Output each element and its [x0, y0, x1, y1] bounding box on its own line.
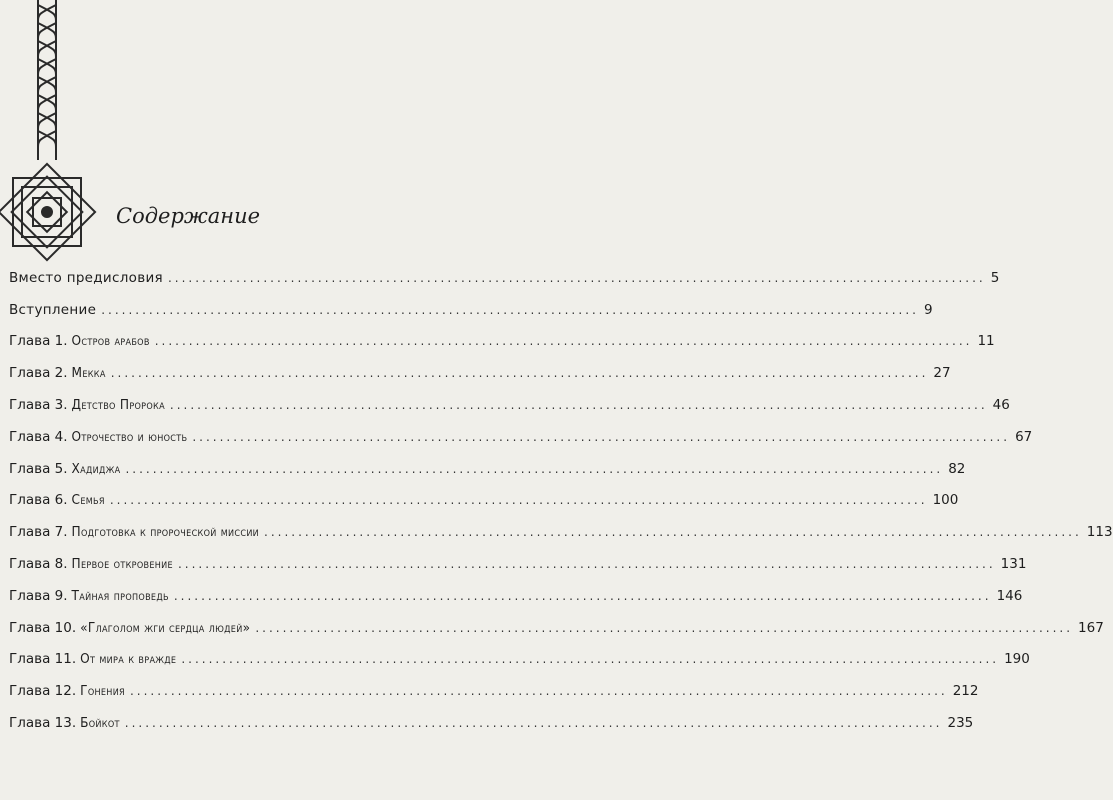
chapter-number: Глава 13.	[9, 715, 77, 732]
toc-entry[interactable]	[9, 644, 1030, 676]
toc-entry[interactable]	[9, 548, 1027, 580]
page-number: 190	[1004, 651, 1030, 668]
toc-entry[interactable]	[9, 675, 979, 707]
ornament-icon	[0, 0, 120, 260]
toc-entry[interactable]	[9, 485, 959, 517]
toc-entry[interactable]	[9, 421, 1033, 453]
chapter-title: Гонения	[80, 683, 125, 700]
dot-leader: ........................................................................................................................	[192, 429, 1011, 444]
chapter-number: Глава 4.	[9, 428, 68, 445]
toc-entry[interactable]	[9, 326, 995, 358]
dot-leader: ........................................................................................................................	[101, 302, 919, 317]
page-number: 235	[947, 715, 974, 732]
chapter-number: Глава 6.	[9, 492, 68, 509]
chapter-title: Первое откровение	[71, 556, 173, 573]
page-title: Содержание	[116, 204, 261, 228]
toc-entry[interactable]	[9, 294, 933, 326]
toc-entry[interactable]	[9, 516, 1113, 548]
chapter-number: Глава 1.	[9, 333, 68, 350]
page-number: 131	[1000, 556, 1027, 573]
toc-entry[interactable]	[9, 580, 1023, 612]
chapter-title: Семья	[71, 492, 105, 509]
page-number: 11	[977, 333, 995, 350]
chapter-number: Глава 2.	[9, 365, 68, 382]
page-number: 9	[923, 301, 933, 318]
page-number: 100	[932, 492, 959, 509]
dot-leader: ........................................................................................................................	[124, 716, 943, 731]
chapter-title: Отрочество и юность	[71, 428, 188, 445]
chapter-title: Вместо предисловия	[9, 269, 163, 286]
dot-leader: ........................................................................................................................	[264, 525, 1082, 540]
chapter-number: Глава 12.	[9, 683, 77, 700]
chapter-title: Вступление	[9, 301, 97, 318]
chapter-number: Глава 10.	[9, 619, 77, 636]
dot-leader: ........................................................................................................................	[129, 684, 948, 699]
chapter-number: Глава 7.	[9, 524, 68, 541]
table-of-contents	[9, 262, 1113, 739]
toc-entry[interactable]	[9, 612, 1104, 644]
chapter-title: От мира к вражде	[80, 651, 177, 668]
page-number: 67	[1015, 428, 1033, 445]
dot-leader: ........................................................................................................................	[177, 557, 996, 572]
toc-entry[interactable]	[9, 707, 974, 739]
dot-leader: ........................................................................................................................	[181, 652, 1000, 667]
page-number: 46	[992, 397, 1010, 414]
chapter-number: Глава 3.	[9, 397, 68, 414]
chapter-title: «Глаголом жги сердца людей»	[80, 619, 251, 636]
page-number: 82	[948, 460, 966, 477]
chapter-title: Хадиджа	[71, 460, 121, 477]
page-number: 212	[952, 683, 979, 700]
page-number: 113	[1086, 524, 1113, 541]
toc-entry[interactable]	[9, 262, 1000, 294]
chapter-number: Глава 5.	[9, 460, 68, 477]
page-number: 146	[996, 587, 1023, 604]
toc-entry[interactable]	[9, 389, 1010, 421]
dot-leader: ........................................................................................................................	[255, 620, 1074, 635]
chapter-number: Глава 11.	[9, 651, 77, 668]
dot-leader: ........................................................................................................................	[125, 461, 944, 476]
dot-leader: ........................................................................................................................	[167, 270, 986, 285]
dot-leader: ........................................................................................................................	[109, 493, 928, 508]
chapter-number: Глава 9.	[9, 587, 68, 604]
dot-leader: ........................................................................................................................	[169, 398, 988, 413]
dot-leader: ........................................................................................................................	[110, 366, 929, 381]
chapter-title: Детство Пророка	[71, 397, 165, 414]
chapter-title: Подготовка к пророческой миссии	[71, 524, 260, 541]
page-number: 27	[933, 365, 951, 382]
chapter-title: Бойкот	[80, 715, 120, 732]
toc-entry[interactable]	[9, 453, 966, 485]
toc-entry[interactable]	[9, 357, 951, 389]
dot-leader: ........................................................................................................................	[173, 588, 992, 603]
page-number: 167	[1078, 619, 1104, 636]
chapter-title: Остров арабов	[71, 333, 150, 350]
dot-leader: ........................................................................................................................	[154, 334, 973, 349]
chapter-title: Мекка	[71, 365, 106, 382]
chapter-number: Глава 8.	[9, 556, 68, 573]
chapter-title: Тайная проповедь	[71, 587, 169, 604]
page-number: 5	[990, 269, 1000, 286]
